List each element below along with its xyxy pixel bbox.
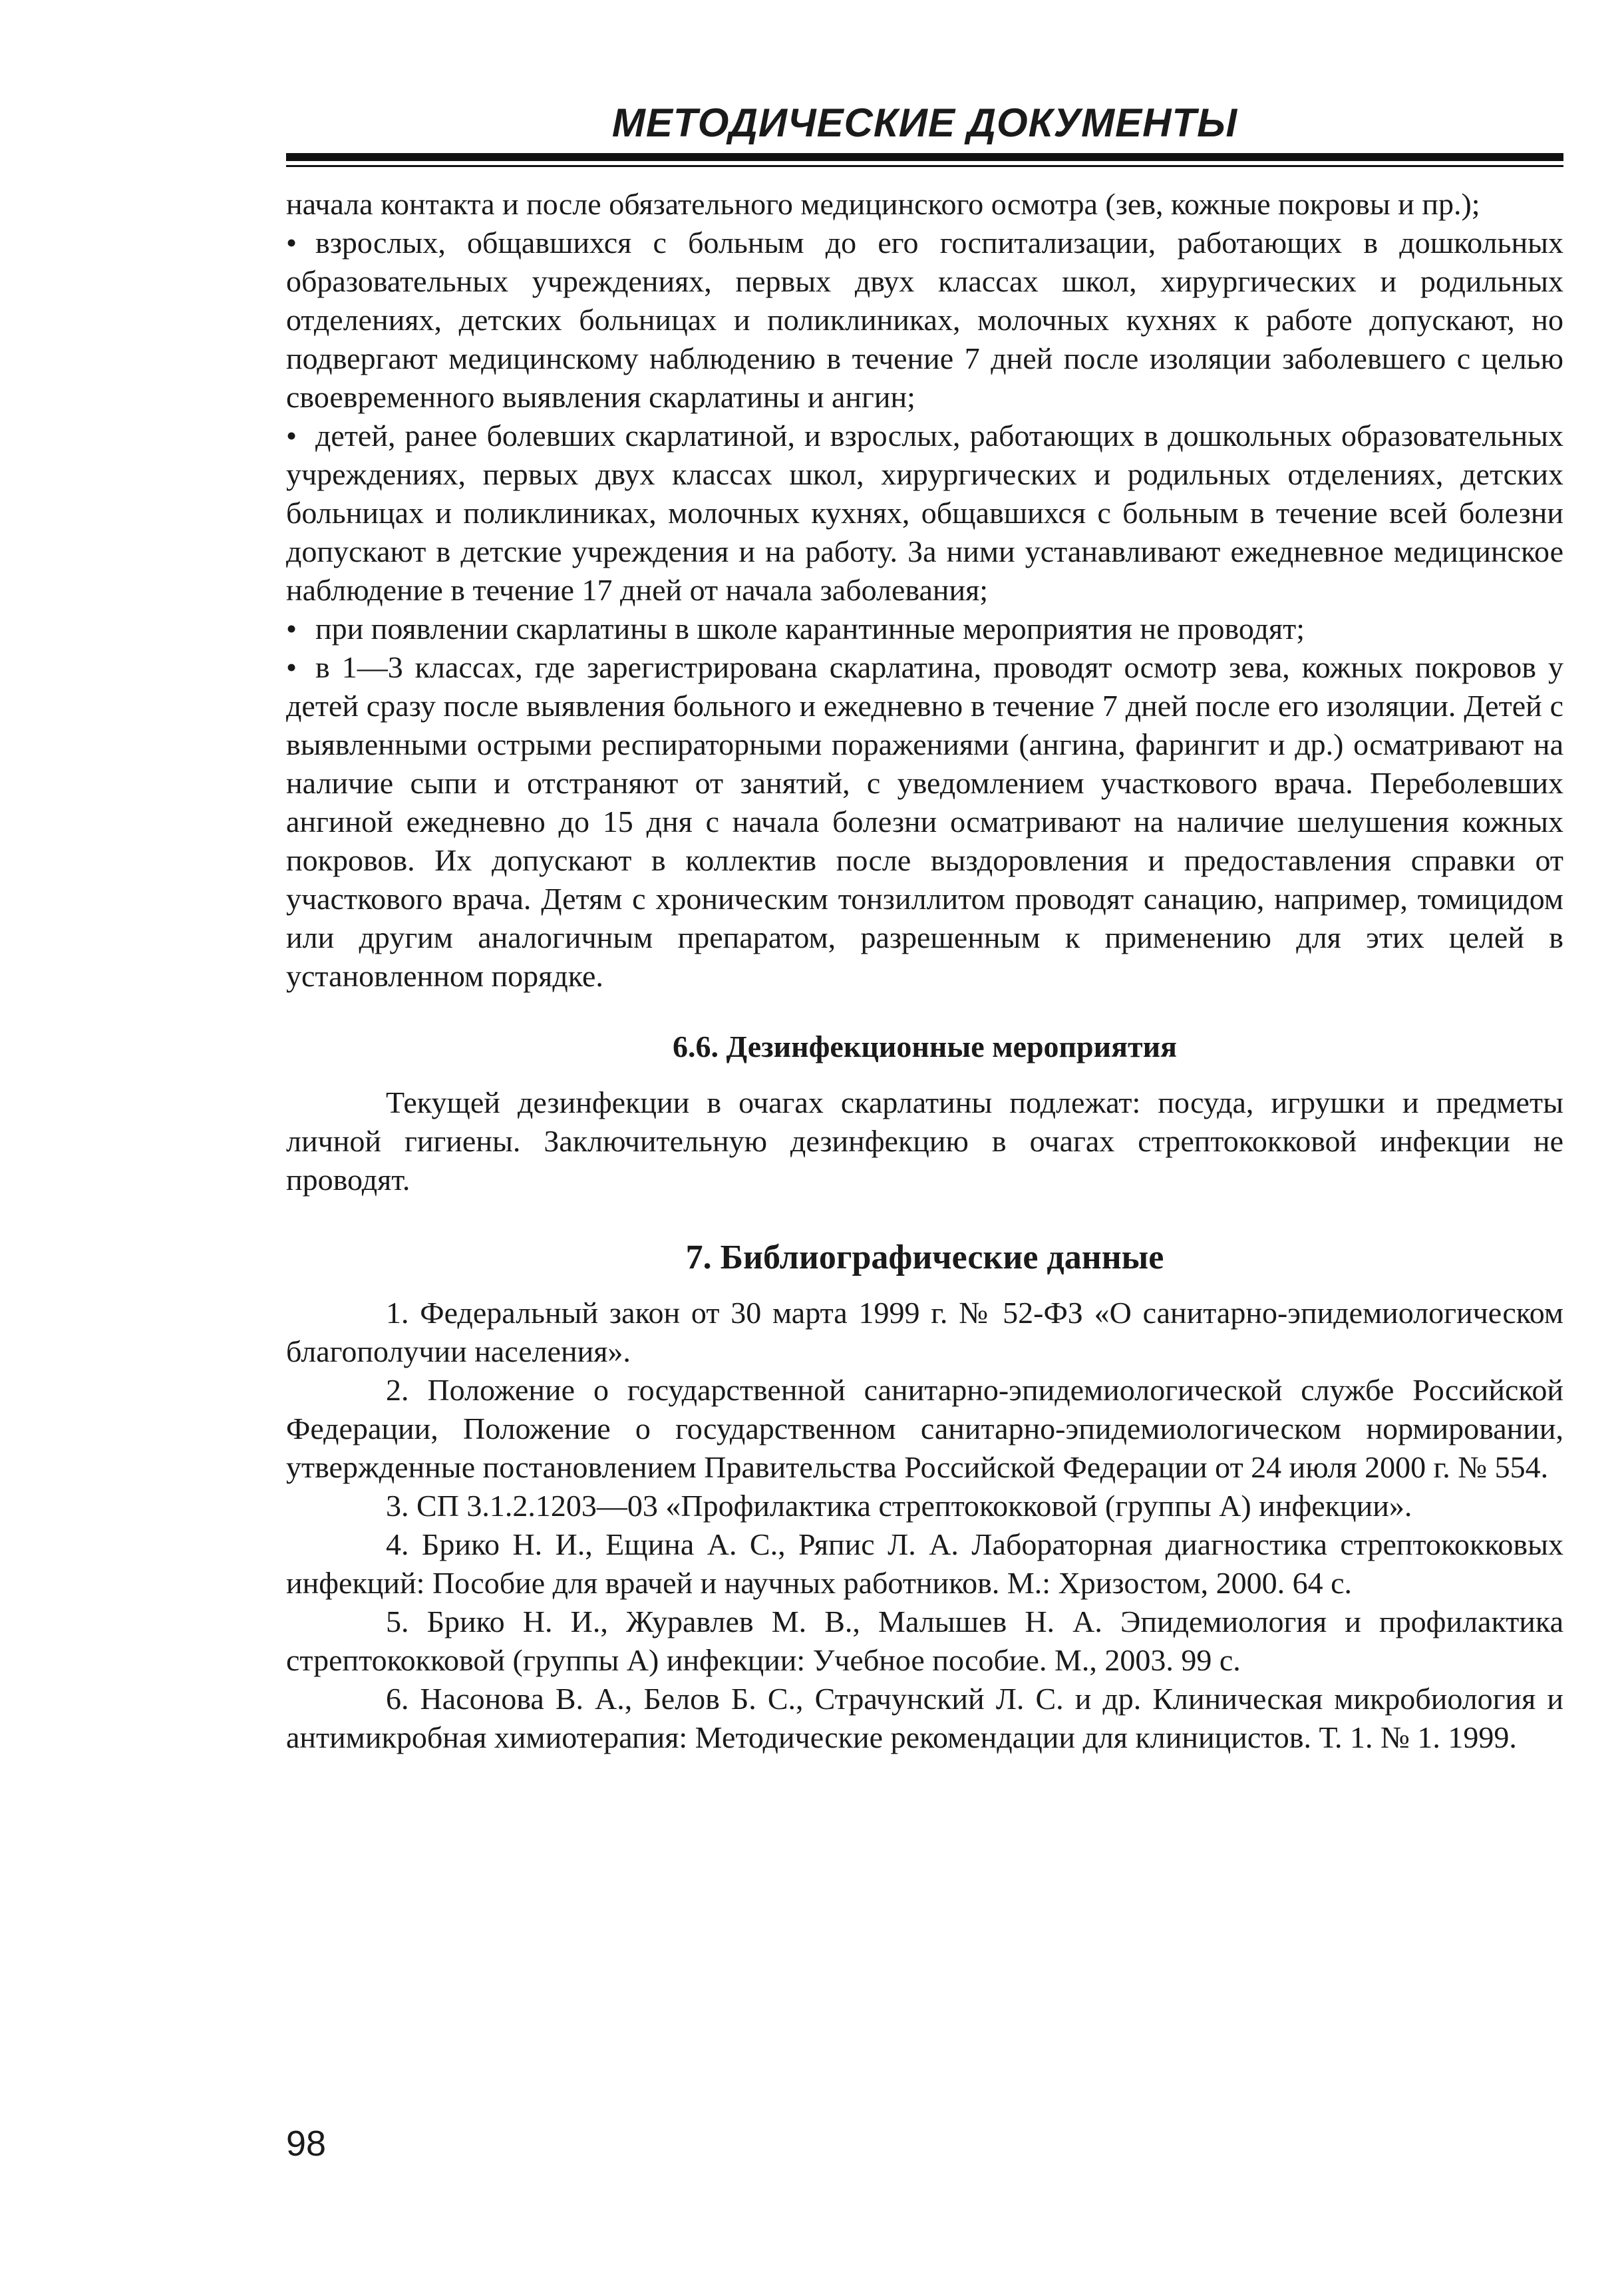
reference-item: 6. Насонова В. А., Белов Б. С., Страчунский Л. С. и др. Клиническая микробиология и антимикробная химиотерапия: Методические рекомендации для клиницистов. Т. 1. № 1. 1999. (286, 1682, 1563, 1754)
bullet-text: при появлении скарлатины в школе карантинные мероприятия не проводят; (315, 612, 1305, 646)
disinfection-paragraph: Текущей дезинфекции в очагах скарлатины подлежат: посуда, игрушки и предметы личной гигиены. Заключительную дезинфекцию в очагах стрептококковой инфекции не проводят. (286, 1085, 1563, 1197)
header-rule (286, 153, 1563, 161)
bullet-icon: • (286, 650, 297, 684)
bullet-icon: • (286, 612, 297, 646)
bullet-text: взрослых, общавшихся с больным до его госпитализации, работающих в дошкольных образовательных учреждениях, первых двух классах школ, хирургических и родильных отделениях, детских больницах и поликлиниках, молочных кухнях к работе допускают, но подвергают медицинскому наблюдению в течение 7 дней после изоляции заболевшего с целью своевременного выявления скарлатины и ангин; (286, 226, 1563, 414)
reference-item: 5. Брико Н. И., Журавлев М. В., Малышев Н. А. Эпидемиология и профилактика стрептококковой (группы А) инфекции: Учебное пособие. М., 2003. 99 с. (286, 1605, 1563, 1677)
header-rule-thin (286, 165, 1563, 167)
document-page (286, 93, 1563, 2256)
paragraph-continuation: начала контакта и после обязательного медицинского осмотра (зев, кожные покровы и пр.); (286, 187, 1480, 221)
bullet-text: детей, ранее болевших скарлатиной, и взрослых, работающих в дошкольных образовательных учреждениях, первых двух классах школ, хирургических и родильных отделениях, детских больницах и поликлиниках, молочных кухнях, общавшихся с больным в течение всей болезни допускают в детские учреждения и на работу. За ними устанавливают ежедневное медицинское наблюдение в течение 17 дней от начала заболевания; (286, 419, 1563, 607)
bullet-item-school (286, 610, 1563, 648)
reference-item: 4. Брико Н. И., Ещина А. С., Ряпис Л. А. Лабораторная диагностика стрептококковых инфекций: Пособие для врачей и научных работников. М.: Хризостом, 2000. 64 с. (286, 1527, 1563, 1600)
bullet-item-classes (286, 648, 1563, 996)
running-header (286, 93, 1563, 166)
bullet-item-children (286, 417, 1563, 610)
page-number: 98 (286, 2124, 327, 2164)
running-header-title: МЕТОДИЧЕСКИЕ ДОКУМЕНТЫ (611, 100, 1238, 145)
bullet-text: в 1—3 классах, где зарегистрирована скарлатина, проводят осмотр зева, кожных покровов у детей сразу после выявления больного и ежедневно в течение 7 дней после его изоляции. Детей с выявленными острыми респираторными поражениями (ангина, фарингит и др.) осматривают на наличие сыпи и отстраняют от занятий, с уведомлением участкового врача. Переболевших ангиной ежедневно до 15 дня с начала болезни осматривают на наличие шелушения кожных покровов. Их допускают в коллектив после выздоровления и предоставления справки от участкового врача. Детям с хроническим тонзиллитом проводят санацию, например, томицидом или другим аналогичным препаратом, разрешенным к применению для этих целей в установленном порядке. (286, 650, 1563, 993)
bullet-icon: • (286, 226, 297, 260)
section-heading-disinfection: 6.6. Дезинфекционные мероприятия (672, 1030, 1177, 1063)
reference-item: 1. Федеральный закон от 30 марта 1999 г. № 52-ФЗ «О санитарно-эпидемиологическом благополучии населения». (286, 1296, 1563, 1368)
body-text (286, 185, 1563, 1757)
bullet-icon: • (286, 419, 297, 453)
section-heading-bibliography: 7. Библиографические данные (685, 1239, 1164, 1276)
reference-item: 3. СП 3.1.2.1203—03 «Профилактика стрептококковой (группы А) инфекции». (386, 1489, 1412, 1523)
bullet-item-adults (286, 224, 1563, 417)
reference-item: 2. Положение о государственной санитарно-эпидемиологической службе Российской Федерации, Положение о государственном санитарно-эпидемиологическом нормировании, утвержденные постановлением Правительства Российской Федерации от 24 июля 2000 г. № 554. (286, 1373, 1563, 1484)
